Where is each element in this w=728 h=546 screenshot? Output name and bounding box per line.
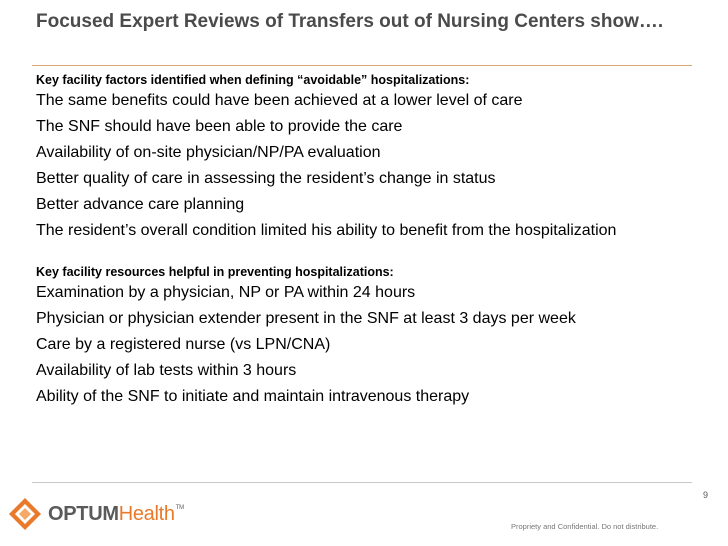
slide-title: Focused Expert Reviews of Transfers out of Nursing Centers show…. — [36, 11, 664, 32]
section-heading-resources: Key facility resources helpful in preventing hospitalizations: — [36, 265, 394, 279]
list-item: Better quality of care in assessing the resident’s change in status — [36, 170, 496, 187]
section-heading-avoidable-factors: Key facility factors identified when defining “avoidable” hospitalizations: — [36, 73, 470, 87]
optum-logo-icon — [8, 497, 42, 531]
footer-divider — [32, 482, 692, 483]
list-item: Physician or physician extender present in the SNF at least 3 days per week — [36, 310, 576, 327]
logo-brand: OPTUM — [48, 502, 119, 525]
list-item: Ability of the SNF to initiate and maintain intravenous therapy — [36, 388, 470, 405]
list-item: The resident’s overall condition limited his ability to benefit from the hospitalization — [36, 222, 617, 239]
optum-health-logo — [8, 496, 184, 532]
list-item: The SNF should have been able to provide the care — [36, 118, 403, 135]
list-item: The same benefits could have been achieved at a lower level of care — [36, 92, 523, 109]
title-divider — [32, 65, 692, 66]
list-item: Availability of lab tests within 3 hours — [36, 362, 297, 379]
slide-body — [36, 72, 696, 413]
page-number: 9 — [702, 490, 708, 500]
list-item: Better advance care planning — [36, 196, 245, 213]
confidential-notice: Propriety and Confidential. Do not distribute. — [511, 522, 659, 531]
logo-sub: Health — [118, 502, 175, 525]
logo-trademark: TM — [175, 504, 184, 511]
list-item: Availability of on-site physician/NP/PA evaluation — [36, 144, 381, 161]
logo-wordmark — [48, 503, 184, 526]
list-item: Care by a registered nurse (vs LPN/CNA) — [36, 336, 331, 353]
section-gap — [36, 247, 696, 264]
list-item: Examination by a physician, NP or PA within 24 hours — [36, 284, 416, 301]
